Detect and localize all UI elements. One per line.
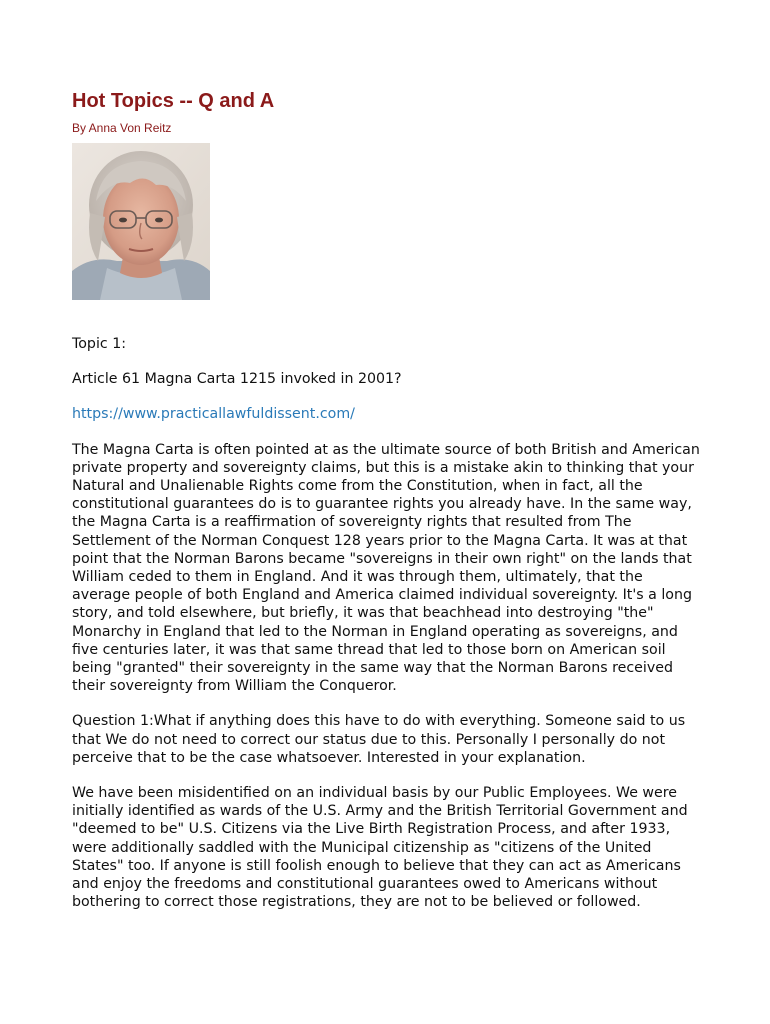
author-byline: By Anna Von Reitz [72,121,172,135]
article-question: Article 61 Magna Carta 1215 invoked in 2001? [72,371,402,388]
website-link[interactable]: https://www.practicallawfuldissent.com/ [72,406,355,423]
answer-paragraph-2: We have been misidentified on an individual basis by our Public Employees. We were initially identified as wards of the U.S. Army and the British Territorial Government and "deemed to be" U.S. Citizens via the Live Birth Registration Process, and after 1933, were additionally saddled with the Municipal citizenship as "citizens of the United States" too. If anyone is still foolish enough to believe that they can act as Americans and enjoy the freedoms and constitutional guarantees owed to Americans without bothering to correct those registrations, they are not to be believed or followed. [72,785,688,911]
article-page [72,88,702,911]
answer-paragraph-1: The Magna Carta is often pointed at as the ultimate source of both British and American private property and sovereignty claims, but this is a mistake akin to thinking that your Natural and Unalienable Rights come from the Constitution, when in fact, all the constitutional guarantees do is to guarantee rights you already have. In the same way, the Magna Carta is a reaffirmation of sovereignty rights that resulted from The Settlement of the Norman Conquest 128 years prior to the Magna Carta. It was at that point that the Norman Barons became "sovereigns in their own right" on the lands that William ceded to them in England. And it was through them, ultimately, that the average people of both England and America claimed individual sovereignty. It's a long story, and told elsewhere, but briefly, it was that beachhead into destroying "the" Monarchy in England that led to the Norman in England operating as sovereigns, and five centuries later, it was that same thread that led to those born on American soil being "granted" their sovereignty in the same way that the Norman Barons received their sovereignty from William the Conqueror. [72,441,700,695]
page-title: Hot Topics -- Q and A [72,90,275,112]
question-1: Question 1:What if anything does this have to do with everything. Someone said to us that We do not need to correct our status due to this. Personally I personally do not perceive that to be the case whatsoever. Interested in your explanation. [72,713,686,766]
author-portrait-icon [72,143,210,300]
topic-heading: Topic 1: [72,336,126,352]
